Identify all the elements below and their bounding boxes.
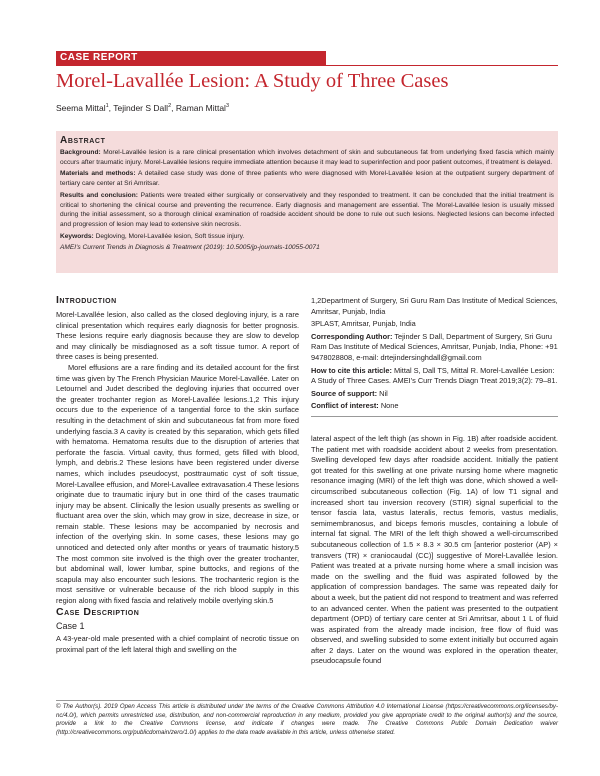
author-list: Seema Mittal$^1$, Tejinder S Dall$^2$, Raman Mittal$^3$ [56,102,229,113]
author-name: Tejinder S Dall [113,102,169,113]
abstract-heading: Abstract [60,135,106,146]
case-report-banner [56,51,326,65]
license-footer: © The Author(s). 2019 Open Access This article is distributed under the terms of the Creative Commons Attribution 4.0 International License (https://creativecommons.org/licenses/by-nc/4.0/), which permits unrestricted use, distribution, and non-commercial reproduction in any medium, provided you give appropriate credit to the original author(s) and the source, provide a link to the Creative Commons license, and indicate if changes were made. The Creative Commons Public Domain Dedication waiver (http://creativecommons.org/publicdomain/zero/1.0/) applies to the data made available in this article, unless otherwise stated. [56,703,558,736]
author-name: Raman Mittal [175,102,226,113]
footer-rule [56,700,558,701]
article-title: Morel-Lavallée Lesion: A Study of Three Cases [56,70,449,92]
intro-paragraph: Morel-Lavallée lesion, also called as the closed degloving injury, is a rare clinical presentation which requires early diagnosis for better prognosis. These lesions require early diagnosis because they are slow to develop and may clinically be misdiagnosed as a soft tissue tumor. A report of three cases is being presented. [56,310,299,362]
conflict-of-interest: Conflict of interest: None [311,401,399,411]
case-description-heading: Case Description [56,606,140,618]
case-1-text-right: lateral aspect of the left thigh (as shown in Fig. 1B) after roadside accident. The patient met with roadside accident about 2 weeks from presentation. Swelling developed few days after roadside accident. Initially the patient got treated for this swelling at one private nursing home where magnetic resonance imaging (MRI) of the left thigh was done, which showed a well-circumscribed subcutaneous collection (Fig. 1A) of low T1 signal and increased short tau inversion recovery (STIR) signal superficial to the tensor fascia lata, vastus lateralis, rectus femoris, vastus medialis, semimembranosus, and biceps femoris muscles, containing a lobule of internal fat signal. The MRI of the left thigh showed a well-circumscribed subcutaneous collection of 1.5 × 8.3 × 30.5 cm [anterior posterior (AP) × transvers (TR) × craniocaudal (CC)] suggestive of Morel-Lavallée lesion. Patient was treated at a private nursing home where a small incision was made on the swelling and the fluid was aspirated followed by the application of compression bandages. The same was repeated daily for about a week, but the patient did not respond to treatment and was referred to an advanced center. When the patient was presented to the outpatient department (OPD) of tertiary care center at Sri Amritsar, about 1 L of fluid was aspirated from the already made incision, free flow of fluid was observed, and swelling subsided to some extent initially but occurred again after 2 days. Later on the wound was explored in the operation theater, pseudocapsule found [311,434,558,666]
abstract-results: Patients were treated either surgically or conservatively and they responded to treatment. It can be concluded that the initial treatment is critical to shortening the clinical course and preventing the recurrence. Early diagnosis and management are essential. The Morel-Lavallée lesion is usually missed during the initial assessment, so a thorough clinical examination of roadside accident should be done to rule out such lesions. Neglected lesions can become infected and progression of lesion may lead to extensive skin necrosis. [60,191,554,228]
author-name: Seema Mittal [56,102,106,113]
case-1-subheading: Case 1 [56,621,85,631]
journal-citation: AMEI's Current Trends in Diagnosis & Treatment (2019): 10.5005/jp-journals-10055-0071 [60,244,320,252]
header-rule [56,65,558,66]
case-report-label: CASE REPORT [60,52,138,63]
abstract-body: Background: Morel-Lavallée lesion is a rare clinical presentation which involves detachment of skin and subcutaneous fat from underlying fixed fascia which mainly occurs after traumatic injury. Morel-Lavallée lesions require immediate attention because it may lead to superinfection and poor patient outcomes, if treatment is delayed. Materials and methods: A detailed case study was done of three patients who were diagnosed with Morel-Lavallée lesion at the outpatient surgery department of tertiary care center at Sri Amritsar. Results and conclusion: Patients were treated either surgically or conservatively and they responded to treatment. It can be concluded that the initial treatment is critical to shortening the clinical course and preventing the recurrence. Early diagnosis and management are essential. The Morel-Lavallée lesion is usually missed during the initial assessment, so a thorough clinical examination of roadside accident should be done to rule out such lesions. Neglected lesions can become infected and progression of lesion may lead to extensive skin necrosis. Keywords: Degloving, Morel-Lavallée lesion, Soft tissue injury. AMEI's Current Trends in Diagnosis & Treatment (2019): 10.5005/jp-journals-10055-0071 [60,149,554,252]
affiliation-block [311,296,558,414]
introduction-heading: Introduction [56,294,117,306]
how-to-cite: How to cite this article: Mittal S, Dall TS, Mittal R. Morel-Lavallée Lesion: A Study of Three Cases. AMEI's Curr Trends Diagn Treat 2019;3(2): 79–81. [311,365,558,386]
corresponding-author: Corresponding Author: Tejinder S Dall, Department of Surgery, Sri Guru Ram Das Institute of Medical Sciences, Amritsar, Punjab, India, Phone: +91 9478028808, e-mail: drtejindersinghdall@gmail.com [311,331,558,362]
abstract-keywords: Degloving, Morel-Lavallée lesion, Soft tissue injury. [95,232,245,240]
introduction-text [56,310,299,607]
source-of-support: Source of support: Nil [311,388,388,398]
affiliation-rule [311,416,558,417]
affiliation-2: 3PLAST, Amritsar, Punjab, India [311,319,416,329]
abstract-box [56,131,558,273]
case-1-text-left: A 43-year-old male presented with a chief complaint of necrotic tissue on proximal part of the left lateral thigh and swelling on the [56,634,299,654]
affiliation-1: 1,2Department of Surgery, Sri Guru Ram Das Institute of Medical Sciences, Amritsar, Punjab, India [311,296,558,316]
abstract-background: Morel-Lavallée lesion is a rare clinical presentation which involves detachment of skin and subcutaneous fat from underlying fixed fascia which mainly occurs after traumatic injury. Morel-Lavallée lesions require immediate attention because it may lead to superinfection and poor patient outcomes, if treatment is delayed. [60,149,554,166]
intro-paragraph: Morel effusions are a rare finding and its detailed account for the first time was given by The French Physician Maurice Morel-Lavallée. Later on Letournel and Judet described the degloving injuries that occurred over the greater trochanter region as Morel-Lavallée lesions.1,2 This injury occurs due to the experience of a tangential force to the skin surface resulting in the detachment of skin and subcutaneous fat from more fixed underlying fascia.3 A cavity is created by this separation, which gets filled with hematoma. Hematoma results due to the disruption of arteries that perforate the fascia. Virtual cavity, thus formed, gets filled with blood, lymph, and debris.2 These lesions have been registered under diverse names, which includes pseudocyst, posttraumatic cyst of soft tissue, Morel-Lavallee effusion, and Morel-Lavallee extravasation.4 These lesions originate due to traumatic injury but in one third of the cases traumatic injury may be absent. Clinically the lesion usually presents as swelling or fluctuant area over the skin, which may grow in size, decrease in size, or remain stable. These lesions may be accompanied by necrosis and infection of the overlying skin. In some cases, these lesions may go unnoticed and detected only after months or years of traumatic history.5 The most common site involved is the thigh over the greater trochanter, but abdominal wall, lower lumbar, spine buttocks, and regions of the scapula may also encounter such lesions. The trochanteric region is the most sensitive or vulnerable because of the rich blood supply in this region along with fixed fascia and relatively mobile overlying skin.5 [56,362,299,606]
abstract-materials: A detailed case study was done of three patients who were diagnosed with Morel-Lavallée lesion at the outpatient surgery department of tertiary care center at Sri Amritsar. [60,170,554,188]
